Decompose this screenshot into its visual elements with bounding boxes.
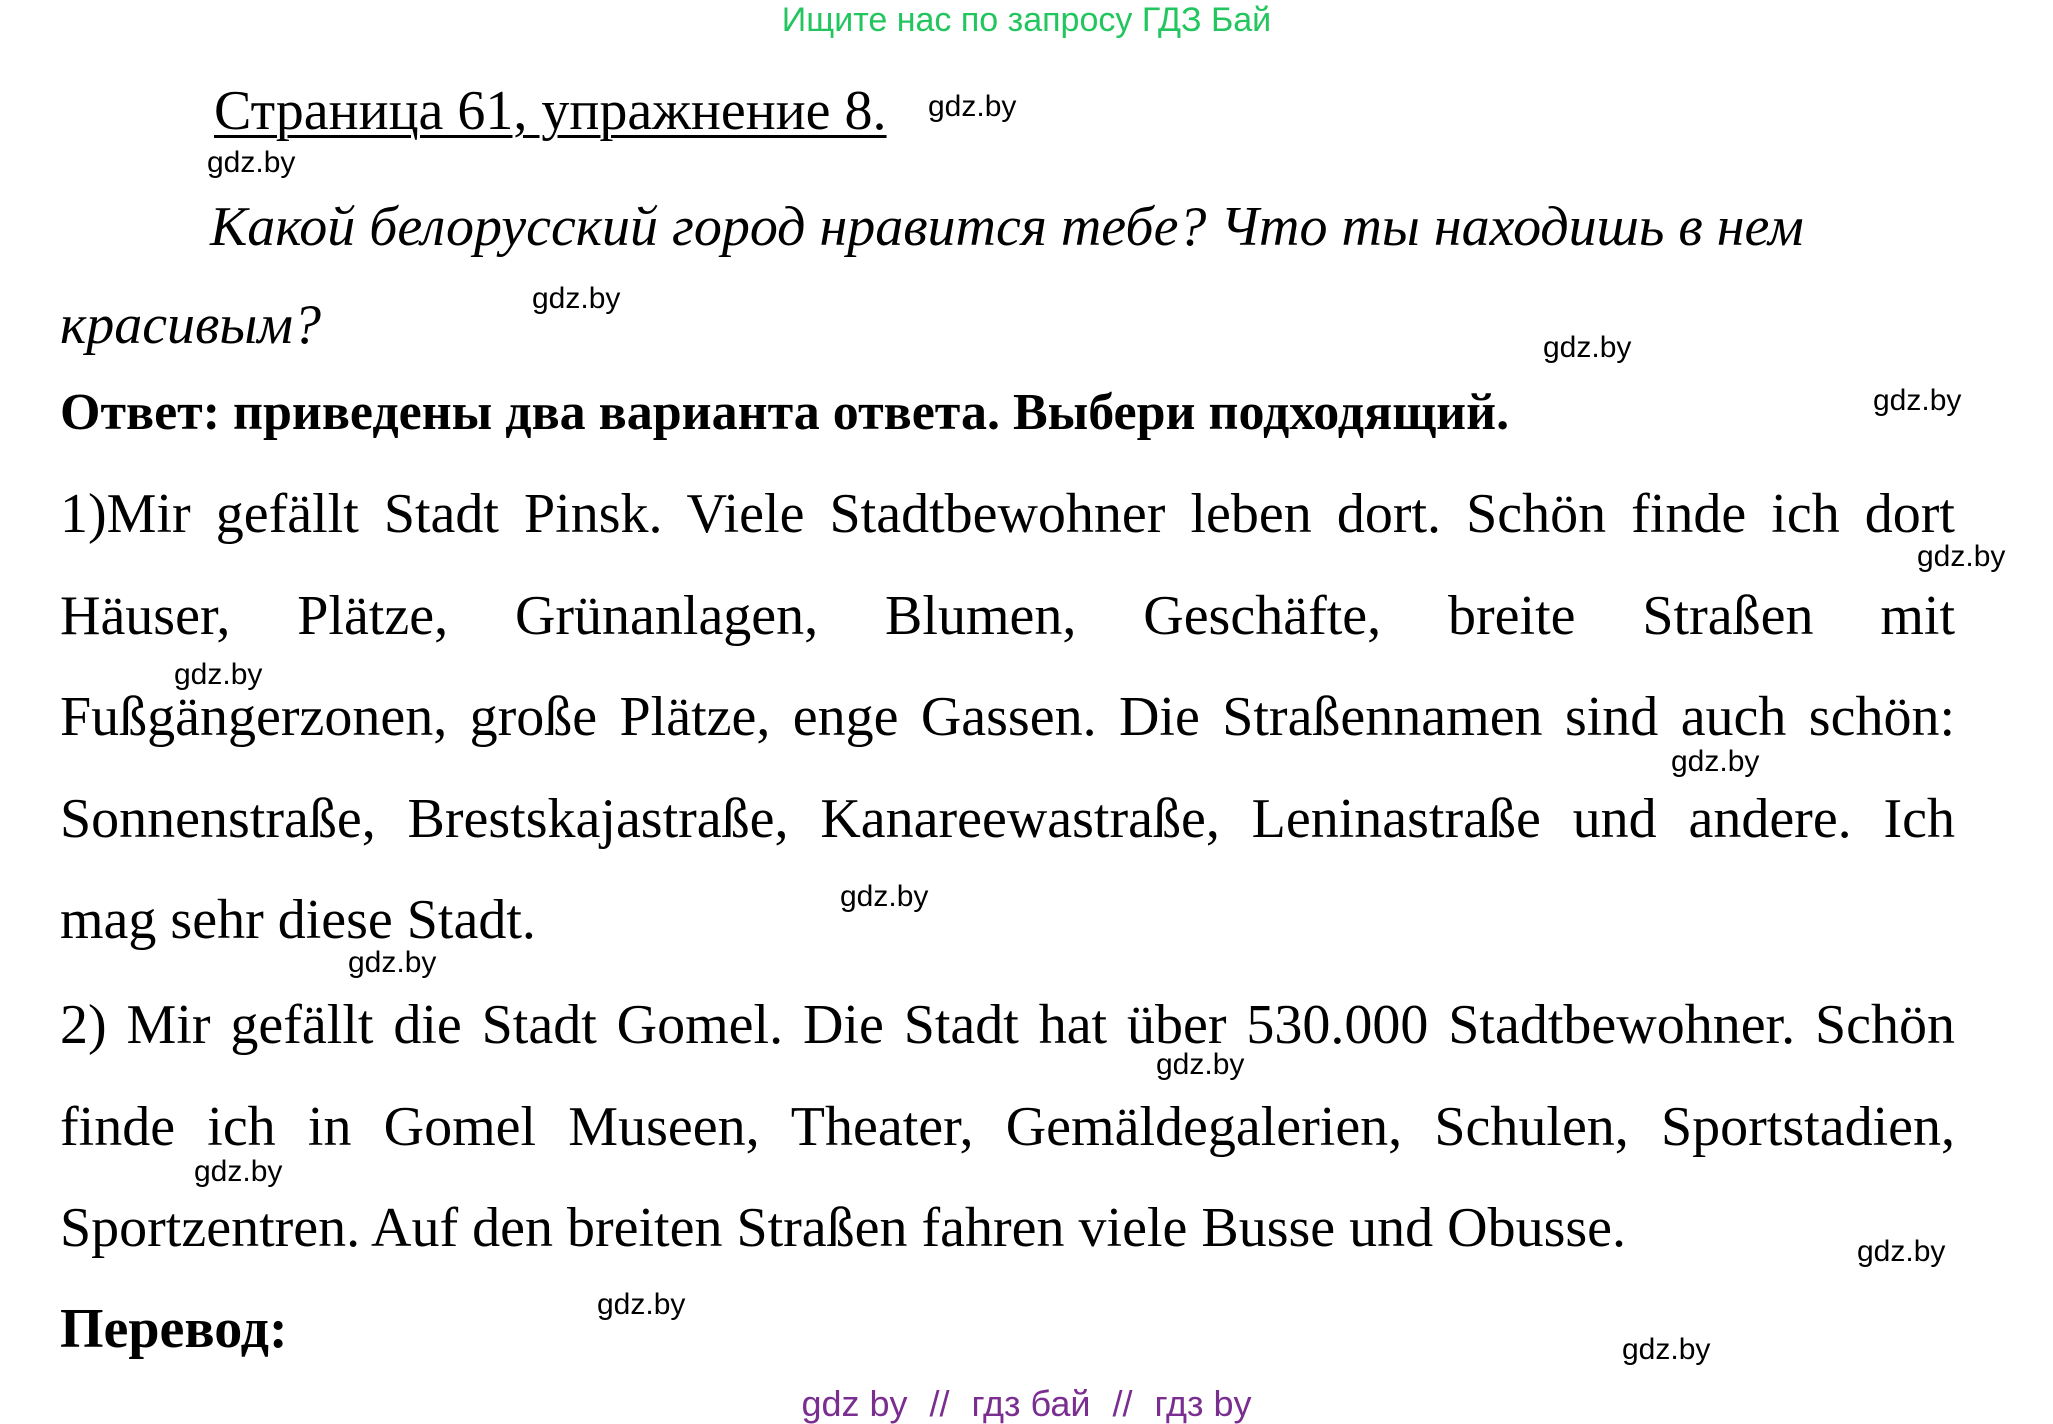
watermark: gdz.by — [532, 282, 621, 315]
watermark: gdz.by — [207, 146, 296, 179]
footer-link-gdz-by[interactable]: gdz by — [801, 1383, 908, 1424]
watermark: gdz.by — [348, 946, 437, 979]
exercise-question: Какой белорусский город нравится тебе? Что ты находишь в нем красивым? — [60, 196, 1804, 356]
watermark: gdz.by — [174, 658, 263, 691]
watermark: gdz.by — [1873, 384, 1962, 417]
watermark: gdz.by — [1917, 540, 2006, 573]
watermark: gdz.by — [1622, 1333, 1711, 1366]
answer-variant-2: 2) Mir gefällt die Stadt Gomel. Die Stadt hat über 530.000 Stadtbewohner. Schön finde ich in Gomel Museen, Theater, Gemäldegalerien, Schulen, Sportstadien, Sportzentren. Auf den breiten Straßen fahren viele Busse und Obusse. — [60, 994, 1955, 1259]
page-title: Страница 61, упражнение 8. — [214, 80, 887, 142]
translation-heading: Перевод: — [60, 1298, 288, 1360]
search-banner: Ищите нас по запросу ГДЗ Бай — [781, 1, 1272, 39]
answer-variant-1: 1)Mir gefällt Stadt Pinsk. Viele Stadtbewohner leben dort. Schön finde ich dort Häuser, Plätze, Grünanlagen, Blumen, Geschäfte, breite Straßen mit Fußgängerzonen, große Plätze, enge Gassen. Die Straßennamen sind auch schön: Sonnenstraße, Brestskajastraße, Kanareewastraße, Leninastraße und andere. Ich mag sehr diese Stadt. — [60, 483, 1955, 951]
footer-link-gdz-by-cyr[interactable]: гдз by — [1154, 1383, 1252, 1424]
footer-separator: // — [929, 1383, 950, 1424]
watermark: gdz.by — [1543, 331, 1632, 364]
watermark: gdz.by — [194, 1155, 283, 1188]
watermark: gdz.by — [1156, 1048, 1245, 1081]
watermark: gdz.by — [840, 880, 929, 913]
watermark: gdz.by — [1671, 745, 1760, 778]
watermark: gdz.by — [1857, 1235, 1946, 1268]
answer-heading: Ответ: приведены два варианта ответа. Выбери подходящий. — [60, 384, 1510, 441]
watermark: gdz.by — [928, 90, 1017, 123]
footer-links — [0, 1384, 2053, 1424]
watermark: gdz.by — [597, 1288, 686, 1321]
footer-separator: // — [1112, 1383, 1133, 1424]
footer-link-gdz-bai[interactable]: гдз бай — [971, 1383, 1091, 1424]
